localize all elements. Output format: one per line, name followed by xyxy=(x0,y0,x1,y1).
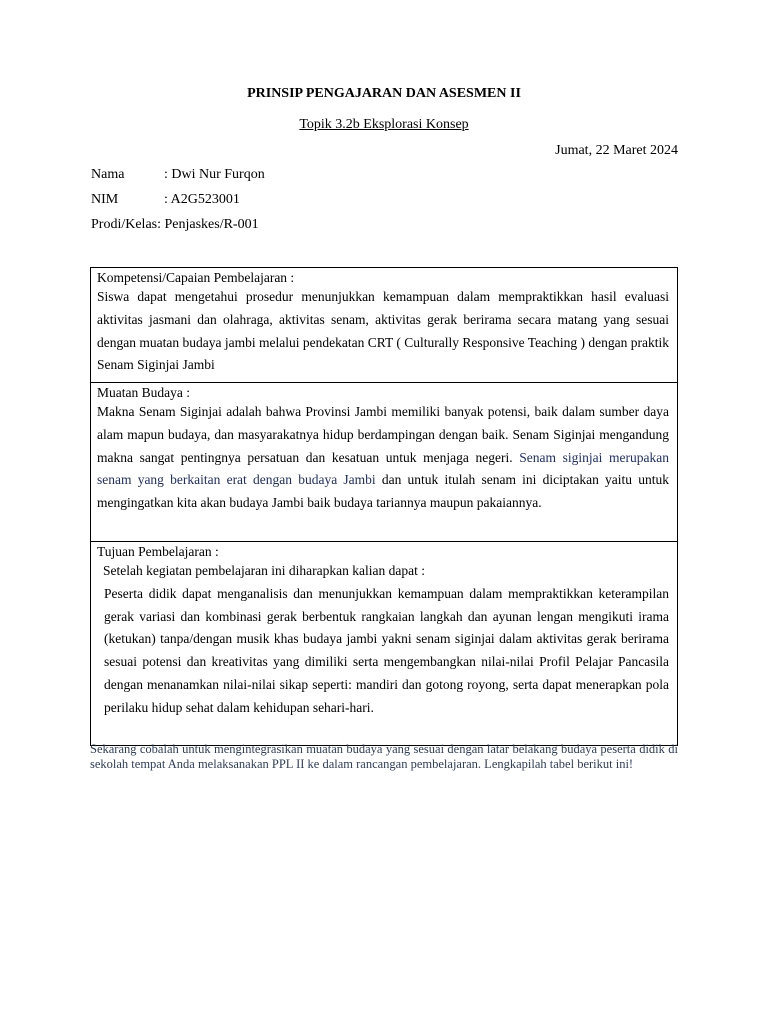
tujuan-cell xyxy=(91,542,677,745)
muatan-text-part-1: Makna Senam Siginjai adalah bahwa Provinsi Jambi memiliki banyak potensi, baik dalam sumber daya alam mapun budaya, dan masyarakatnya hidup berdampingan dengan baik. Senam Siginjai mengandung makna sangat pentingnya persatuan dan kesatuan untuk menjaga negeri. xyxy=(97,404,669,465)
document-title: PRINSIP PENGAJARAN DAN ASESMEN II xyxy=(247,86,521,101)
learning-table xyxy=(90,267,678,746)
kompetensi-text: Siswa dapat mengetahui prosedur menunjukkan kemampuan dalam mempraktikkan hasil evaluasi aktivitas jasmani dan olahraga, aktivitas senam, aktivitas gerak berirama secara matang yang sesuai dengan muatan budaya jambi melalui pendekatan CRT ( Culturally Responsive Teaching ) dengan praktik Senam Siginjai Jambi xyxy=(97,289,669,373)
prodi-value: Prodi/Kelas: Penjaskes/R-001 xyxy=(91,217,259,232)
footer-note: Sekarang cobalah untuk mengintegrasikan muatan budaya yang sesuai dengan latar belakang budaya peserta didik di sekolah tempat Anda melaksanakan PPL II ke dalam rancangan pembelajaran. Lengkapilah tabel berikut ini! xyxy=(90,742,678,771)
nama-value: : Dwi Nur Furqon xyxy=(164,167,265,182)
nim-value: : A2G523001 xyxy=(164,192,240,207)
muatan-budaya-cell xyxy=(91,383,677,542)
prodi-row xyxy=(91,217,259,233)
muatan-text-part-3: dan untuk itulah senam ini diciptakan yaitu untuk mengingatkan kita akan budaya Jambi baik budaya tariannya maupun pakaiannya. xyxy=(97,472,670,511)
document-date: Jumat, 22 Maret 2024 xyxy=(555,143,678,158)
nama-label: Nama xyxy=(91,167,125,182)
muatan-budaya-label: Muatan Budaya : xyxy=(97,385,190,400)
muatan-text-part-2: Senam siginjai merupakan senam yang berkaitan erat dengan budaya Jambi xyxy=(97,449,669,488)
tujuan-intro: Setelah kegiatan pembelajaran ini diharapkan kalian dapat : xyxy=(103,563,425,578)
nim-label: NIM xyxy=(91,192,119,207)
tujuan-text: Peserta didik dapat menganalisis dan menunjukkan kemampuan dalam mempraktikkan keterampilan gerak variasi dan kombinasi gerak berbentuk rangkaian langkah dan ayunan lengan mengikuti irama (ketukan) tanpa/dengan musik khas budaya jambi yakni senam siginjai dalam aktivitas gerak berirama sesuai potensi dan kreativitas yang dimiliki serta mengembangkan nilai-nilai Profil Pelajar Pancasila dengan menanamkan nilai-nilai sikap seperti: mandiri dan gotong royong, serta dapat menerapkan pola perilaku hidup sehat dalam kehidupan sehari-hari. xyxy=(104,585,669,715)
muatan-budaya-text xyxy=(97,401,669,515)
nim-row xyxy=(91,192,240,208)
kompetensi-label: Kompetensi/Capaian Pembelajaran : xyxy=(97,270,295,285)
kompetensi-cell xyxy=(91,268,677,383)
document-subtitle: Topik 3.2b Eksplorasi Konsep xyxy=(299,117,469,132)
tujuan-label: Tujuan Pembelajaran : xyxy=(97,544,219,559)
nama-row xyxy=(91,167,265,183)
